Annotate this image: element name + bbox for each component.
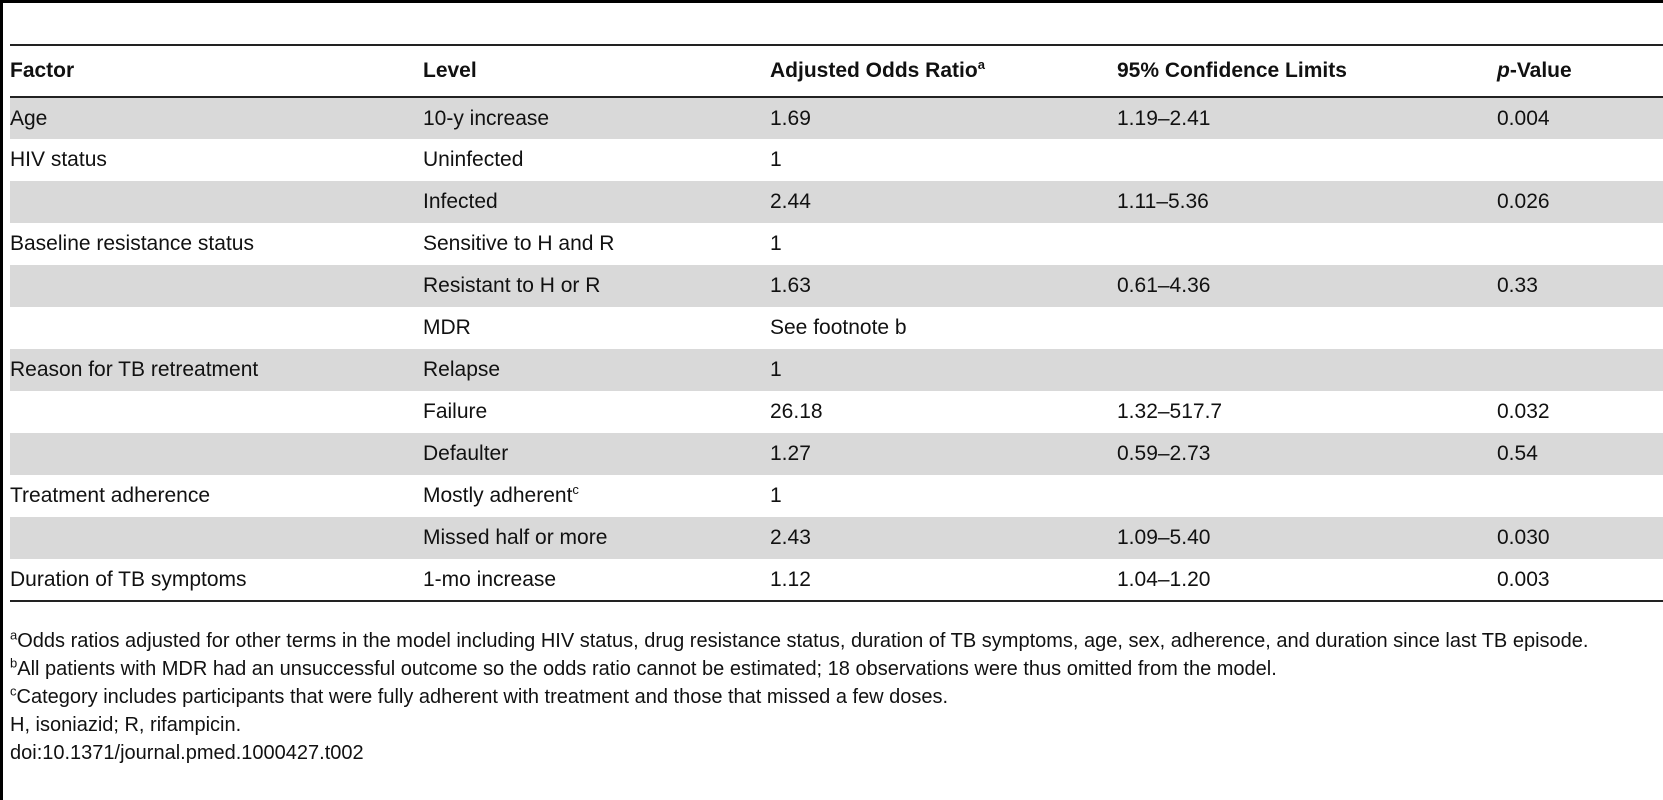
- cell-confidence: [1117, 139, 1497, 181]
- cell-pvalue: [1497, 223, 1663, 265]
- cell-odds-ratio: [770, 97, 1117, 139]
- cell-factor: [10, 475, 423, 517]
- table-header: [10, 45, 1663, 97]
- cell-level: [423, 391, 770, 433]
- cell-odds-ratio: [770, 391, 1117, 433]
- doi-reference: doi:10.1371/journal.pmed.1000427.t002: [10, 742, 364, 764]
- cell-factor: [10, 97, 423, 139]
- cell-pvalue: [1497, 517, 1663, 559]
- cell-level-text: 10-y increase: [423, 106, 550, 130]
- footnote-a-mark: a: [10, 627, 18, 643]
- footnote-b-text: All patients with MDR had an unsuccessful outcome so the odds ratio cannot be estimated; 18 observations were thus omitted from the model.: [17, 658, 1277, 680]
- footnote-c: [10, 683, 1660, 711]
- cell-level: [423, 559, 770, 601]
- table-row: [10, 559, 1663, 601]
- footnote-c-mark: c: [10, 683, 17, 699]
- cell-level-text: Uninfected: [423, 148, 524, 171]
- cell-pvalue-text: 0.026: [1497, 190, 1550, 213]
- cell-level: [423, 349, 770, 391]
- cell-factor: [10, 517, 423, 559]
- cell-confidence-text: 0.61–4.36: [1117, 274, 1211, 297]
- cell-odds-ratio: [770, 223, 1117, 265]
- table-row: [10, 349, 1663, 391]
- cell-odds-ratio: [770, 307, 1117, 349]
- cell-odds-ratio-text: See footnote b: [770, 316, 907, 339]
- cell-odds-ratio-text: 1.63: [770, 274, 811, 297]
- cell-factor-text: HIV status: [10, 148, 107, 171]
- cell-level-text: Failure: [423, 400, 488, 423]
- header-level-label: Level: [423, 59, 477, 82]
- cell-pvalue-text: 0.003: [1497, 567, 1550, 591]
- cell-odds-ratio: [770, 517, 1117, 559]
- cell-confidence-text: 1.19–2.41: [1117, 106, 1211, 130]
- cell-confidence: [1117, 181, 1497, 223]
- cell-odds-ratio: [770, 139, 1117, 181]
- cell-odds-ratio-text: 1: [770, 484, 782, 507]
- header-pvalue-rest: -Value: [1509, 59, 1572, 82]
- table-row: [10, 139, 1663, 181]
- cell-factor: [10, 433, 423, 475]
- cell-confidence: [1117, 265, 1497, 307]
- cell-level-text: Resistant to H or R: [423, 274, 601, 297]
- cell-confidence: [1117, 349, 1497, 391]
- header-odds-ratio: [770, 45, 1117, 97]
- cell-factor: [10, 391, 423, 433]
- cell-pvalue: [1497, 97, 1663, 139]
- table-row: [10, 475, 1663, 517]
- cell-factor-text: Baseline resistance status: [10, 232, 254, 255]
- cell-factor-text: Age: [10, 106, 48, 130]
- cell-level-text: MDR: [423, 316, 471, 339]
- footnote-b: [10, 655, 1660, 683]
- odds-ratio-table: [10, 44, 1663, 602]
- cell-pvalue: [1497, 265, 1663, 307]
- cell-factor: [10, 307, 423, 349]
- cell-odds-ratio: [770, 265, 1117, 307]
- cell-factor: [10, 265, 423, 307]
- cell-level: [423, 517, 770, 559]
- table-row: [10, 433, 1663, 475]
- cell-level: [423, 265, 770, 307]
- cell-pvalue: [1497, 559, 1663, 601]
- cell-factor: [10, 181, 423, 223]
- table-body: [10, 97, 1663, 601]
- left-border: [0, 0, 3, 800]
- cell-odds-ratio-text: 26.18: [770, 400, 823, 423]
- cell-level-footnote-mark: c: [572, 482, 579, 497]
- cell-odds-ratio-text: 1.69: [770, 106, 811, 130]
- cell-odds-ratio-text: 1.12: [770, 567, 811, 591]
- cell-confidence: [1117, 433, 1497, 475]
- cell-confidence-text: 1.04–1.20: [1117, 567, 1211, 591]
- cell-confidence-text: 1.11–5.36: [1117, 190, 1209, 213]
- footnote-a: [10, 627, 1660, 655]
- header-odds-ratio-footnote-mark: a: [977, 57, 985, 72]
- cell-confidence-text: 0.59–2.73: [1117, 442, 1211, 465]
- footnote-a-text: Odds ratios adjusted for other terms in the model including HIV status, drug resistance status, duration of TB symptoms, age, sex, adherence, and duration since last TB episode.: [17, 630, 1589, 652]
- header-factor: [10, 45, 423, 97]
- cell-odds-ratio: [770, 433, 1117, 475]
- cell-confidence: [1117, 559, 1497, 601]
- cell-odds-ratio: [770, 181, 1117, 223]
- odds-ratio-table-container: [10, 44, 1663, 602]
- cell-factor-text: Reason for TB retreatment: [10, 358, 259, 381]
- cell-level: [423, 139, 770, 181]
- cell-odds-ratio: [770, 559, 1117, 601]
- table-row: [10, 223, 1663, 265]
- cell-pvalue: [1497, 349, 1663, 391]
- header-confidence-label: 95% Confidence Limits: [1117, 59, 1347, 82]
- cell-odds-ratio: [770, 349, 1117, 391]
- cell-confidence-text: 1.09–5.40: [1117, 526, 1211, 549]
- table-row: [10, 391, 1663, 433]
- header-level: [423, 45, 770, 97]
- cell-confidence: [1117, 517, 1497, 559]
- cell-odds-ratio-text: 1.27: [770, 442, 811, 465]
- cell-pvalue: [1497, 139, 1663, 181]
- cell-pvalue: [1497, 433, 1663, 475]
- cell-pvalue: [1497, 475, 1663, 517]
- cell-confidence: [1117, 307, 1497, 349]
- header-pvalue: [1497, 45, 1663, 97]
- table-footnotes: [10, 627, 1660, 767]
- cell-level: [423, 433, 770, 475]
- cell-level-text: Missed half or more: [423, 526, 608, 549]
- footnote-c-text: Category includes participants that were fully adherent with treatment and those that missed a few doses.: [16, 686, 949, 708]
- cell-odds-ratio-text: 2.43: [770, 526, 811, 549]
- cell-level: [423, 97, 770, 139]
- cell-odds-ratio-text: 2.44: [770, 190, 811, 213]
- table-row: [10, 307, 1663, 349]
- cell-level-text: Relapse: [423, 358, 501, 381]
- cell-odds-ratio-text: 1: [770, 358, 782, 381]
- table-row: [10, 517, 1663, 559]
- header-odds-ratio-label: Adjusted Odds Ratio: [770, 59, 978, 82]
- cell-confidence: [1117, 223, 1497, 265]
- cell-factor: [10, 559, 423, 601]
- header-factor-label: Factor: [10, 59, 75, 82]
- cell-pvalue: [1497, 391, 1663, 433]
- cell-pvalue-text: 0.33: [1497, 274, 1538, 297]
- cell-pvalue-text: 0.030: [1497, 526, 1550, 549]
- cell-odds-ratio: [770, 475, 1117, 517]
- cell-level-text: Infected: [423, 190, 498, 213]
- cell-odds-ratio-text: 1: [770, 232, 782, 255]
- table-row: [10, 181, 1663, 223]
- cell-level: [423, 307, 770, 349]
- cell-confidence: [1117, 391, 1497, 433]
- cell-pvalue: [1497, 307, 1663, 349]
- cell-factor: [10, 349, 423, 391]
- cell-confidence-text: 1.32–517.7: [1117, 400, 1223, 423]
- top-border: [0, 0, 1663, 3]
- table-row: [10, 265, 1663, 307]
- cell-pvalue-text: 0.004: [1497, 106, 1550, 130]
- cell-confidence: [1117, 97, 1497, 139]
- cell-level: [423, 223, 770, 265]
- cell-pvalue-text: 0.032: [1497, 400, 1550, 423]
- cell-factor: [10, 139, 423, 181]
- cell-level: [423, 181, 770, 223]
- cell-level-text: 1-mo increase: [423, 567, 557, 591]
- cell-odds-ratio-text: 1: [770, 148, 782, 171]
- cell-factor-text: Treatment adherence: [10, 484, 211, 507]
- header-confidence: [1117, 45, 1497, 97]
- cell-factor: [10, 223, 423, 265]
- cell-level: [423, 475, 770, 517]
- cell-pvalue: [1497, 181, 1663, 223]
- footnote-b-mark: b: [10, 655, 18, 671]
- cell-pvalue-text: 0.54: [1497, 442, 1538, 465]
- cell-level-text: Defaulter: [423, 442, 509, 465]
- cell-level-text: Mostly adherent: [423, 484, 573, 507]
- cell-confidence: [1117, 475, 1497, 517]
- header-pvalue-italic: p: [1497, 59, 1510, 82]
- footnote-abbreviations: H, isoniazid; R, rifampicin.: [10, 714, 242, 736]
- cell-factor-text: Duration of TB symptoms: [10, 567, 247, 591]
- header-row: [10, 45, 1663, 97]
- table-row: [10, 97, 1663, 139]
- cell-level-text: Sensitive to H and R: [423, 232, 615, 255]
